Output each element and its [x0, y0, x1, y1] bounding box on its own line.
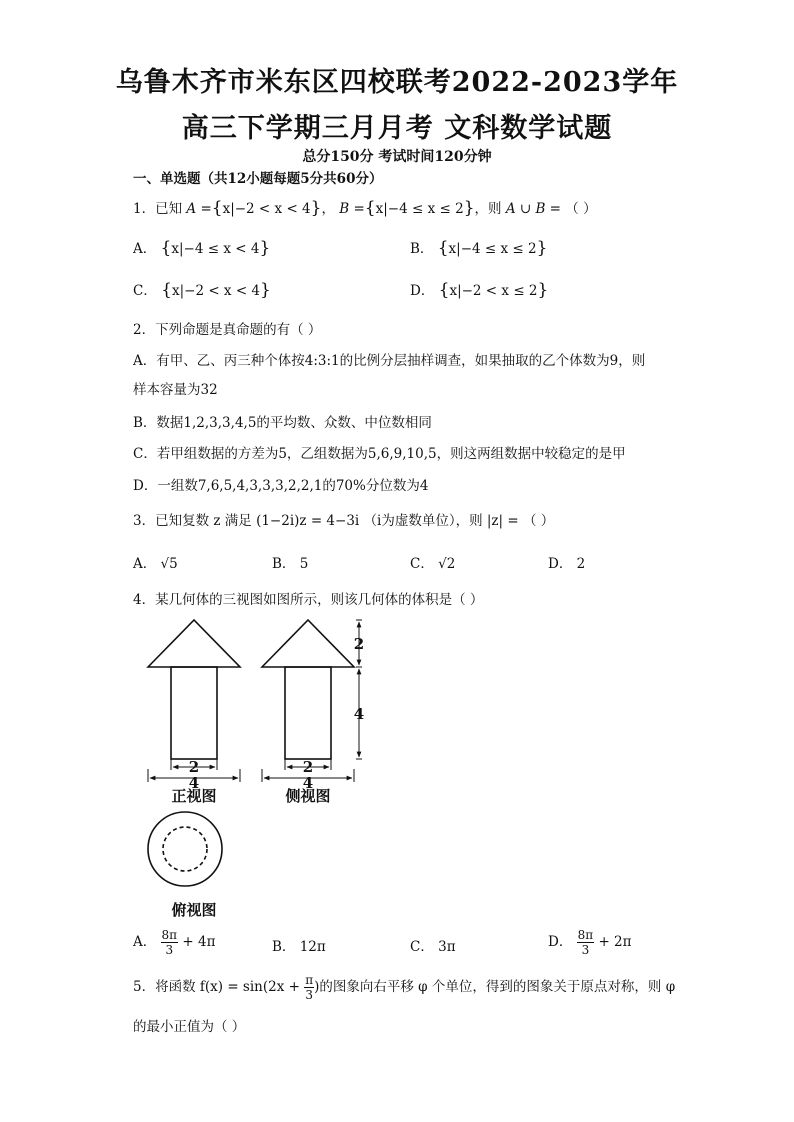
q4-option-b: B． 12π: [272, 939, 326, 955]
section-heading: 一、单选题（共12小题每题5分共60分）: [133, 171, 383, 187]
q1-option-c: C． {x|−2 < x < 4}: [133, 280, 271, 300]
three-view-figure: [130, 612, 390, 924]
q4-option-c: C． 3π: [410, 939, 456, 955]
q1-option-d: D． {x|−2 < x ≤ 2}: [410, 280, 549, 300]
front-inner-width-label: 2: [188, 758, 200, 776]
cylinder-height-label: 4: [353, 705, 365, 723]
q1-prefix: 1．已知: [133, 201, 183, 217]
side-outer-width-label: 4: [302, 774, 314, 792]
q2-option-c: C．若甲组数据的方差为5，乙组数据为5,6,9,10,5，则这两组数据中较稳定的是甲: [133, 446, 626, 462]
q2-option-a-line2: 样本容量为32: [133, 382, 218, 398]
q1-blank: = （ ）: [545, 201, 597, 217]
cone-height-label: 2: [353, 635, 365, 653]
q3-option-c: C． √2: [410, 556, 456, 572]
q4-option-a: A． $\frac{8\pi}{3}$ + 4π: [133, 928, 216, 957]
q4-option-d: D． $\frac{8\pi}{3}$ + 2π: [548, 928, 632, 957]
exam-title-line1: 乌鲁木齐市米东区四校联考2022-2023学年: [115, 67, 679, 98]
q1-option-a: A． {x|−4 ≤ x < 4}: [133, 238, 271, 258]
q1-union-expr: A ∪ B: [505, 201, 546, 217]
q2-option-a-line1: A．有甲、乙、丙三种个体按4:3:1的比例分层抽样调查，如果抽取的乙个体数为9，则: [133, 353, 646, 369]
q1-set-b-body: x|−4 ≤ x ≤ 2: [375, 201, 464, 217]
front-outer-width-label: 4: [188, 774, 200, 792]
front-view-cone: [148, 620, 240, 667]
question-5-line2: 的最小正值为（ ）: [133, 1019, 246, 1035]
top-view-inner-dashed-circle: [163, 827, 207, 871]
q3-option-d: D． 2: [548, 556, 586, 572]
q1-set-b-name: B: [339, 201, 350, 217]
exam-title-line2: 高三下学期三月月考 文科数学试题: [181, 113, 613, 144]
side-view-cone: [262, 620, 354, 667]
question-5-stem: 5．将函数 f(x) = sin(2x + $\frac{\pi}{3}$ )的图象向右平移 φ 个单位，得到的图象关于原点对称，则 φ: [133, 973, 676, 1002]
q2-option-b: B．数据1,2,3,3,4,5的平均数、众数、中位数相同: [133, 415, 432, 431]
side-view-cylinder: [285, 667, 331, 759]
q1-set-a-body: x|−2 < x < 4: [222, 201, 311, 217]
front-view-label: 正视图: [171, 787, 217, 805]
q1-option-b: B． {x|−4 ≤ x ≤ 2}: [410, 238, 548, 258]
question-1-stem: 1．已知 A ={x|−2 < x < 4}， B ={x|−4 ≤ x ≤ 2}，则 A ∪ B = （ ）: [133, 198, 597, 218]
q1-suffix: ，则: [474, 201, 502, 217]
top-view-outer-circle: [148, 812, 222, 886]
q3-option-a: A． √5: [133, 556, 178, 572]
question-3-stem: 3．已知复数 z 满足 (1−2i)z = 4−3i （i为虚数单位），则 |z| = （ ）: [133, 513, 555, 529]
q3-option-b: B． 5: [272, 556, 309, 572]
top-view-label: 俯视图: [171, 901, 217, 919]
question-4-stem: 4．某几何体的三视图如图所示，则该几何体的体积是（ ）: [133, 592, 484, 608]
side-view-label: 侧视图: [285, 787, 331, 805]
exam-subtitle: 总分150分 考试时间120分钟: [302, 149, 492, 165]
q1-set-a-name: A: [186, 201, 197, 217]
question-2-stem: 2．下列命题是真命题的有（ ）: [133, 322, 322, 338]
q2-option-d: D．一组数7,6,5,4,3,3,3,2,2,1的70%分位数为4: [133, 478, 429, 494]
front-view-cylinder: [171, 667, 217, 759]
side-inner-width-label: 2: [302, 758, 314, 776]
